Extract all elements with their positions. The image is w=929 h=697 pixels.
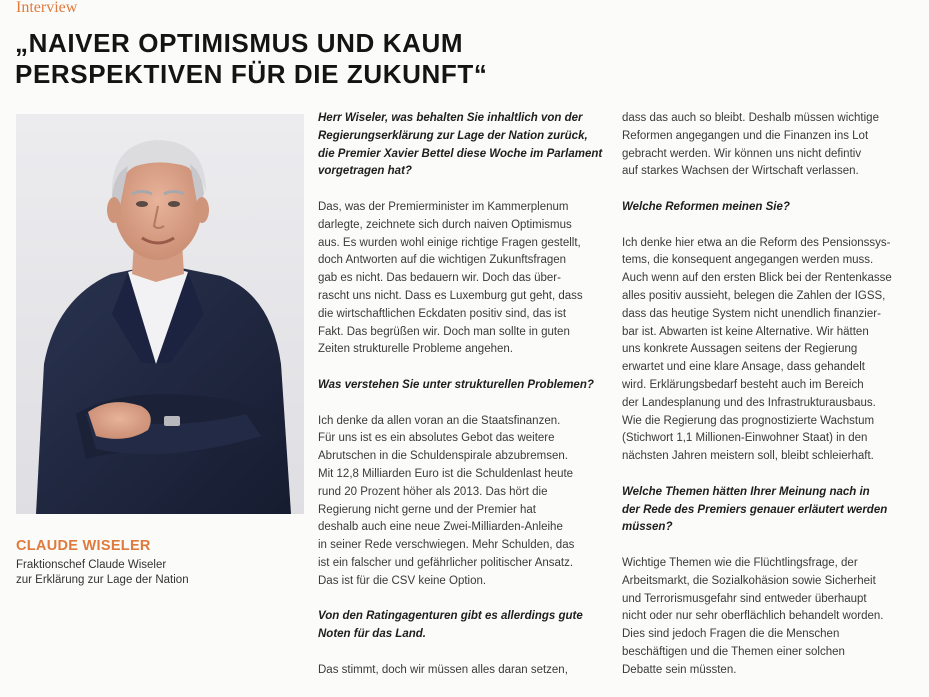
text-line: (Stichwort 1,1 Millionen-Einwohner Staat) in den [622,432,868,445]
text-line: darlegte, zeichnete sich durch naiven Optimismus [318,218,572,231]
text-line: bar ist. Abwarten ist keine Alternative. Wir hätten [622,325,869,338]
section-kicker: Interview [16,0,78,16]
interview-question [622,484,900,537]
text-line: Ich denke da allen voran an die Staatsfinanzen. [318,414,561,427]
text-line: die Premier Xavier Bettel diese Woche im Parlament [318,147,603,160]
article-column-1 [318,110,608,697]
caption-text [16,558,276,588]
text-line: Regierung nicht gerne und der Premier hat [318,503,536,516]
headline-line: „NAIVER OPTIMISMUS UND KAUM [15,28,464,58]
text-line: die wirtschaftlichen Eckdaten positiv sind, das ist [318,307,567,320]
text-line: der Landesplanung und des Infrastrukturausbaus. [622,396,876,409]
article-headline [15,28,635,90]
caption-line: Fraktionschef Claude Wiseler [16,559,167,571]
text-line: rund 20 Prozent höher als 2013. Das hört die [318,485,548,498]
text-line: Noten für das Land. [318,628,426,641]
text-line: Das ist für die CSV keine Option. [318,574,487,587]
portrait-illustration [16,114,304,514]
text-line: rascht uns nicht. Dass es Luxemburg gut geht, dass [318,289,583,302]
text-line: alles positiv aussieht, belegen die Zahlen der IGSS, [622,289,886,302]
article-column-2 [622,110,900,697]
text-line: nicht oder nur sehr oberflächlich behandelt worden. [622,610,884,623]
interview-question [622,199,900,217]
text-line: Ich denke hier etwa an die Reform des Pensionssys- [622,236,891,249]
text-line: auf starkes Wachsen der Wirtschaft verlassen. [622,165,859,178]
text-line: Das stimmt, doch wir müssen alles daran setzen, [318,663,568,676]
text-line: Welche Reformen meinen Sie? [622,200,790,213]
text-line: müssen? [622,521,673,534]
text-line: Debatte sein müssten. [622,663,737,676]
text-line: gab es nicht. Das bedauern wir. Doch das über- [318,272,561,285]
text-line: Zeiten strukturelle Probleme angehen. [318,343,513,356]
text-line: deshalb auch eine neue Zwei-Milliarden-Anleihe [318,521,563,534]
text-line: und Terrorismusgefahr sind entweder überhaupt [622,592,867,605]
interview-answer [622,555,900,680]
caption-name: CLAUDE WISELER [16,538,151,554]
text-line: Herr Wiseler, was behalten Sie inhaltlich von der [318,112,583,124]
interview-answer [622,235,900,466]
text-line: Wie die Regierung das prognostizierte Wachstum [622,414,875,427]
text-line: Was verstehen Sie unter strukturellen Problemen? [318,378,594,391]
text-line: in seiner Rede verschwiegen. Mehr Schulden, das [318,539,575,552]
interview-answer [318,199,608,359]
text-line: Mit 12,8 Milliarden Euro ist die Schuldenlast heute [318,467,574,480]
text-line: dass das auch so bleibt. Deshalb müssen wichtige [622,112,879,124]
interview-answer [318,413,608,591]
text-line: aus. Es wurden wohl einige richtige Fragen gestellt, [318,236,581,249]
text-line: Fakt. Das begrüßen wir. Doch man sollte in guten [318,325,570,338]
text-line: Abrutschen in die Schuldenspirale abzubremsen. [318,450,568,463]
text-line: Für uns ist es ein absolutes Gebot das weitere [318,432,555,445]
text-line: wird. Erklärungsbedarf besteht auch im Bereich [622,378,864,391]
interview-question [318,608,608,644]
text-line: uns konkrete Aussagen seitens der Regierung [622,343,858,356]
text-line: ist ein falscher und gefährlicher politischer Ansatz. [318,556,574,569]
interview-question [318,110,608,181]
text-line: gebracht werden. Wir können uns nicht defintiv [622,147,862,160]
text-line: Dies sind jedoch Fragen die die Menschen [622,628,840,641]
text-line: Reformen angegangen und die Finanzen ins Lot [622,129,869,142]
text-line: erwartet und eine klare Ansage, dass gehandelt [622,361,865,374]
caption-line: zur Erklärung zur Lage der Nation [16,574,189,586]
text-line: Regierungserklärung zur Lage der Nation zurück, [318,129,588,142]
headline-line: PERSPEKTIVEN FÜR DIE ZUKUNFT“ [15,59,488,89]
text-line: Arbeitsmarkt, die Sozialkohäsion sowie Sicherheit [622,574,876,587]
text-line: Von den Ratingagenturen gibt es allerdings gute [318,610,583,623]
interview-question [318,377,608,395]
text-line: Wichtige Themen wie die Flüchtlingsfrage, der [622,556,858,569]
text-line: vorgetragen hat? [318,165,412,178]
text-line: tems, die konsequent angegangen werden muss. [622,254,874,267]
text-line: Das, was der Premierminister im Kammerplenum [318,200,569,213]
text-line: der Rede des Premiers genauer erläutert werden [622,503,888,516]
text-line: doch Antworten auf die wichtigen Zukunftsfragen [318,254,567,267]
text-line: dass das heutige System nicht unendlich finanzier- [622,307,881,320]
text-line: nächsten Jahren meistern soll, bleibt schleierhaft. [622,450,874,463]
text-line: Welche Themen hätten Ihrer Meinung nach in [622,485,870,498]
text-line: beschäftigen und die Themen einer solchen [622,645,845,658]
portrait-photo [16,114,304,514]
interview-answer [622,110,900,181]
interview-answer [318,662,608,680]
text-line: Auch wenn auf den ersten Blick bei der Rentenkasse [622,272,892,285]
